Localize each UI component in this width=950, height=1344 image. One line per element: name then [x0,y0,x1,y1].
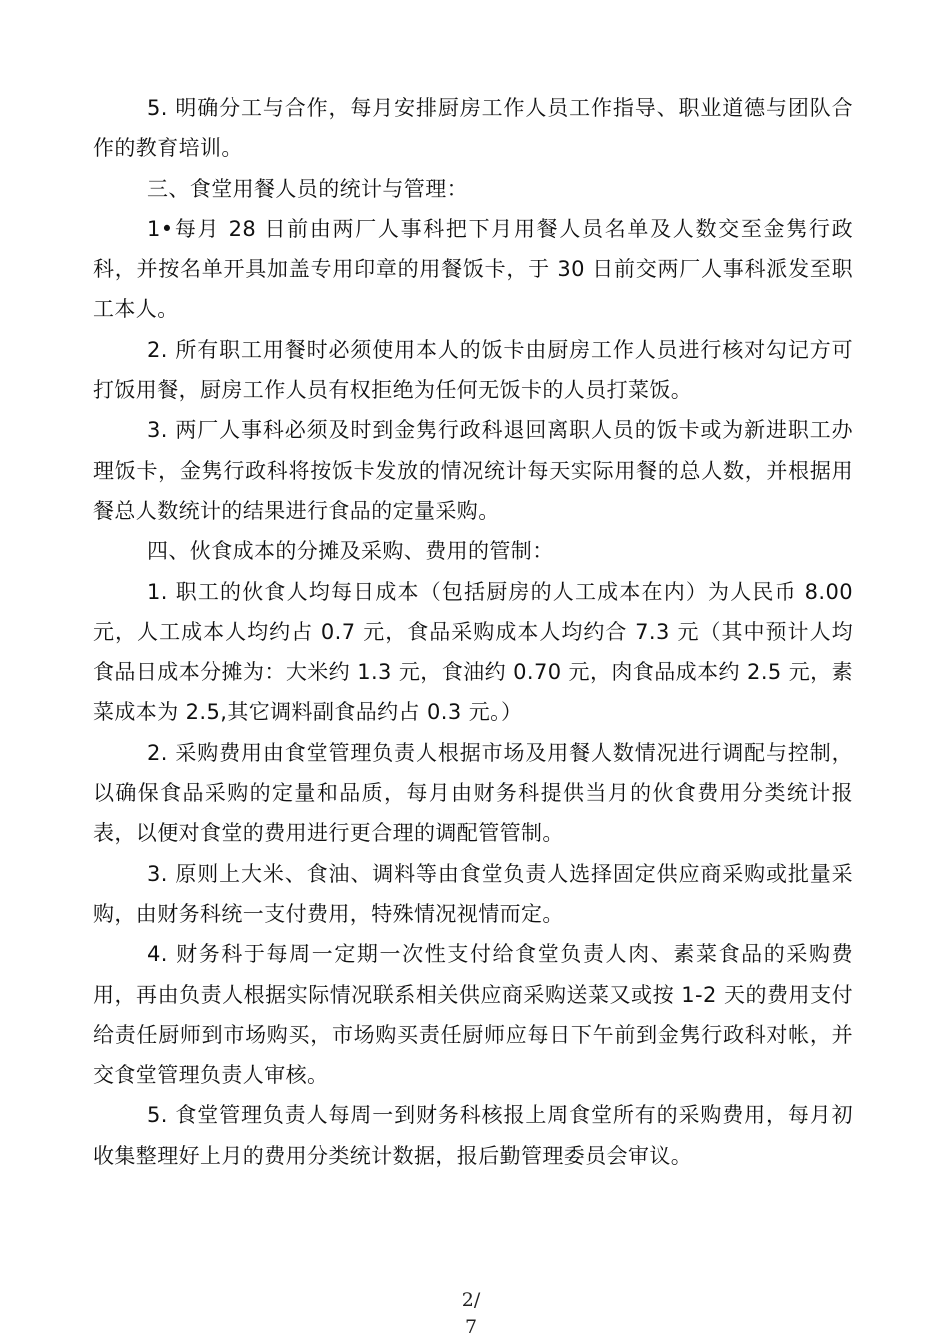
page-number [456,1287,486,1341]
section-heading-diners: 三、食堂用餐人员的统计与管理： [147,176,468,201]
paragraph-purchase-control: 2. 采购费用由食堂管理负责人根据市场及用餐人数情况进行调配与控制，以确保食品采购的定量和品质，每月由财务科提供当月的伙食费用分类统计报表，以便对食堂的费用进行更合理的调配管管制。 [93,740,853,846]
document-body [93,88,853,1176]
paragraph-weekly-payment: 4. 财务科于每周一定期一次性支付给食堂负责人肉、素菜食品的采购费用，再由负责人根据实际情况联系相关供应商采购送菜又或按 1-2 天的费用支付给责任厨师到市场购买，市场购买责任厨师应每日下午前到金隽行政科对帐，并交食堂管理负责人审核。 [93,942,853,1088]
paragraph-weekly-report: 5. 食堂管理负责人每周一到财务科核报上周食堂所有的采购费用，每月初收集整理好上月的费用分类统计数据，报后勤管理委员会审议。 [93,1103,853,1168]
paragraph-card-check: 2. 所有职工用餐时必须使用本人的饭卡由厨房工作人员进行核对勾记方可打饭用餐，厨房工作人员有权拒绝为任何无饭卡的人员打菜饭。 [93,337,853,403]
paragraph-daily-cost: 1. 职工的伙食人均每日成本（包括厨房的人工成本在内）为人民币 8.00 元，人工成本人均约占 0.7 元，食品采购成本人均约合 7.3 元（其中预计人均食品日成本分摊为：大米约 1.3 元，食油约 0.70 元，肉食品成本约 2.5 元，素菜成本为 2.5,其它调料副食品约占 0.3 元。） [93,579,853,725]
paragraph-training: 5. 明确分工与合作，每月安排厨房工作人员工作指导、职业道德与团队合作的教育培训。 [93,96,853,161]
paragraph-meal-cards: 1•每月 28 日前由两厂人事科把下月用餐人员名单及人数交至金隽行政科，并按名单开具加盖专用印章的用餐饭卡，于 30 日前交两厂人事科派发至职工本人。 [93,216,853,322]
page-number-line-2: 7 [464,1316,478,1338]
paragraph-card-return: 3. 两厂人事科必须及时到金隽行政科退回离职人员的饭卡或为新进职工办理饭卡，金隽行政科将按饭卡发放的情况统计每天实际用餐的总人数，并根据用餐总人数统计的结果进行食品的定量采购。 [93,418,853,523]
page-number-line-1: 2/ [461,1289,481,1311]
section-heading-costs: 四、伙食成本的分摊及采购、费用的管制： [147,539,554,564]
paragraph-suppliers: 3. 原则上大米、食油、调料等由食堂负责人选择固定供应商采购或批量采购，由财务科统一支付费用，特殊情况视情而定。 [93,861,853,926]
